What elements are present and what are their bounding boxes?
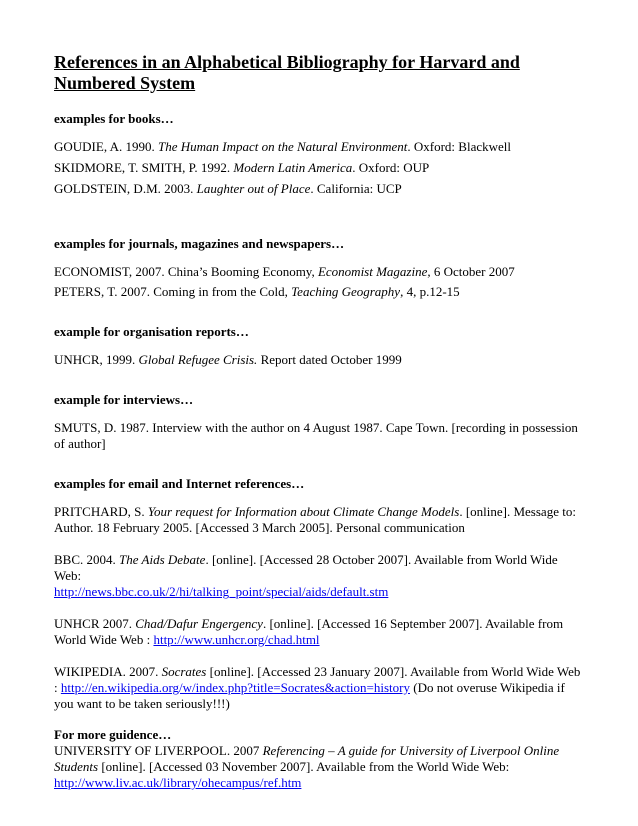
journals-heading: examples for journals, magazines and newspapers… [54,236,345,251]
unhcr-link[interactable]: http://www.unhcr.org/chad.html [153,632,320,647]
books-heading: examples for books… [54,111,174,126]
email-entry: PRITCHARD, S. Your request for Information about Climate Change Models. [online]. Message to: Author. 18 February 2005. [Accessed 3 March 2005]. Personal communication [54,504,576,535]
interviews-heading: example for interviews… [54,392,194,407]
journal-entry: PETERS, T. 2007. Coming in from the Cold, Teaching Geography, 4, p.12-15 [54,284,460,299]
internet-entry-unhcr: UNHCR 2007. Chad/Dafur Engergency. [online]. [Accessed 16 September 2007]. Available from World Wide Web : http://www.unhcr.org/chad.html [54,616,564,647]
organisation-heading: example for organisation reports… [54,324,249,339]
liverpool-link[interactable]: http://www.liv.ac.uk/library/ohecampus/ref.htm [54,775,302,790]
organisation-entry: UNHCR, 1999. Global Refugee Crisis. Report dated October 1999 [54,352,402,367]
journal-entry: ECONOMIST, 2007. China’s Booming Economy, Economist Magazine, 6 October 2007 [54,264,515,279]
wikipedia-link[interactable]: http://en.wikipedia.org/w/index.php?title=Socrates&action=history [60,680,410,695]
page-title: References in an Alphabetical Bibliography for Harvard and Numbered System [54,52,520,93]
bbc-link[interactable]: http://news.bbc.co.uk/2/hi/talking_point/special/aids/default.stm [54,584,389,599]
books-list [54,139,584,197]
guidance-heading: For more guidence… [54,727,172,742]
internet-heading: examples for email and Internet references… [54,476,305,491]
interview-entry: SMUTS, D. 1987. Interview with the author on 4 August 1987. Cape Town. [recording in possession of author] [54,420,578,451]
internet-entry-wikipedia: WIKIPEDIA. 2007. Socrates [online]. [Accessed 23 January 2007]. Available from World Wide Web : http://en.wikipedia.org/w/index.php?title=Socrates&action=history (Do not overuse Wikipedia if you want to be taken seriously!!!) [54,664,581,711]
book-entry: SKIDMORE, T. SMITH, P. 1992. Modern Latin America. Oxford: OUP [54,160,430,175]
guidance-entry: UNIVERSITY OF LIVERPOOL. 2007 Referencing – A guide for University of Liverpool Online Students [online]. [Accessed 03 November 2007]. Available from the World Wide Web: http://www.liv.ac.uk/library/ohecampus/ref.htm [54,743,560,790]
book-entry: GOUDIE, A. 1990. The Human Impact on the Natural Environment. Oxford: Blackwell [54,139,512,154]
internet-entry-bbc: BBC. 2004. The Aids Debate. [online]. [Accessed 28 October 2007]. Available from World Wide Web: http://news.bbc.co.uk/2/hi/talking_point/special/aids/default.stm [54,552,558,599]
document-page [54,52,584,791]
journals-list [54,264,584,300]
book-entry: GOLDSTEIN, D.M. 2003. Laughter out of Place. California: UCP [54,181,402,196]
